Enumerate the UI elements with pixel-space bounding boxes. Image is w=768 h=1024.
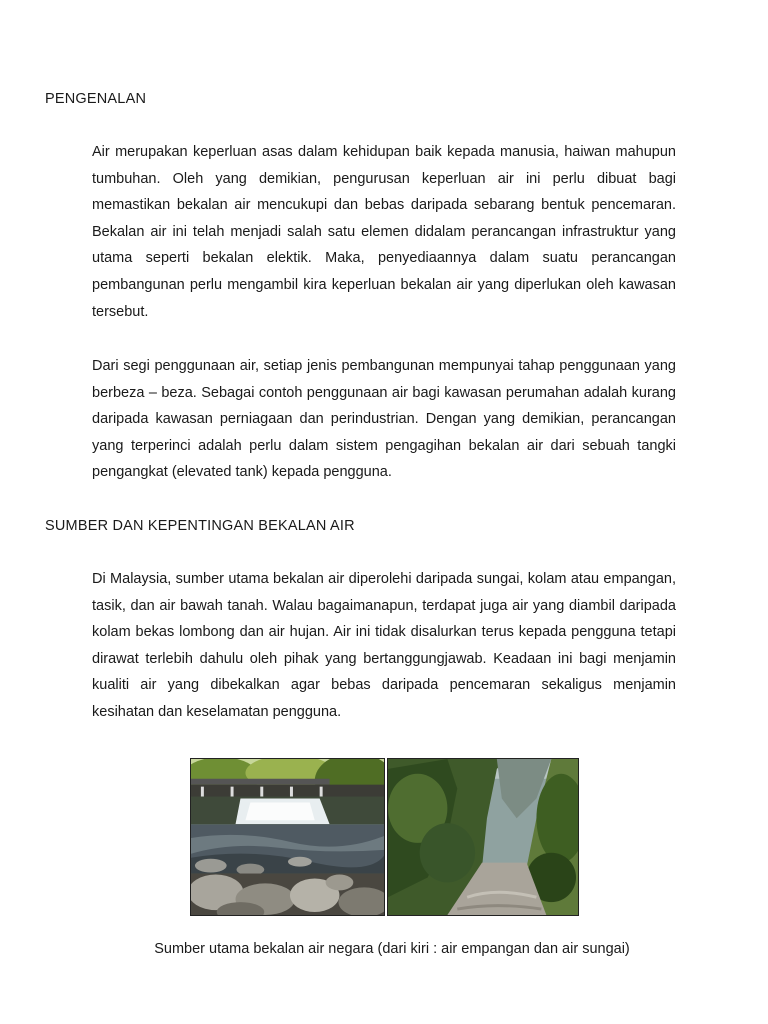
river-valley-photo — [387, 758, 579, 916]
dam-waterfall-photo — [190, 758, 385, 916]
paragraph-intro-2: Dari segi penggunaan air, setiap jenis pembangunan mempunyai tahap penggunaan yang berbeza – beza. Sebagai contoh penggunaan air bagi kawasan perumahan adalah kurang daripada kawasan perniagaan dan perindustrian. Dengan yang demikian, perancangan yang terperinci adalah perlu dalam sistem pengagihan bekalan air dari sebuah tangki pengangkat (elevated tank) kepada pengguna. — [92, 358, 676, 481]
paragraph-intro-1: Air merupakan keperluan asas dalam kehidupan baik kepada manusia, haiwan mahupun tumbuhan. Oleh yang demikian, pengurusan keperluan air ini perlu dibuat bagi memastikan bekalan air mencukupi dan bebas daripada sebarang bentuk pencemaran. Bekalan air ini telah menjadi salah satu elemen didalam perancangan infrastruktur yang utama seperti bekalan elektik. Maka, penyediaannya dalam suatu perancangan pembangunan perlu mengambil kira keperluan bekalan air yang diperlukan oleh kawasan tersebut. — [92, 144, 676, 320]
section-heading-intro: PENGENALAN — [45, 91, 147, 107]
paragraph-sources-1: Di Malaysia, sumber utama bekalan air diperolehi daripada sungai, kolam atau empangan, tasik, dan air bawah tanah. Walau bagaimanapun, terdapat juga air yang diambil daripada kolam bekas lombong dan air hujan. Air ini tidak disalurkan terus kepada pengguna tetapi dirawat terlebih dahulu oleh pihak yang bertanggungjawab. Keadaan ini bagi menjamin kualiti air yang dibekalkan agar bebas daripada pencemaran sekaligus menjamin kesihatan dan keselamatan pengguna. — [92, 571, 676, 720]
section-heading-sources: SUMBER DAN KEPENTINGAN BEKALAN AIR — [45, 518, 355, 534]
figure-caption: Sumber utama bekalan air negara (dari kiri : air empangan dan air sungai) — [154, 941, 630, 957]
